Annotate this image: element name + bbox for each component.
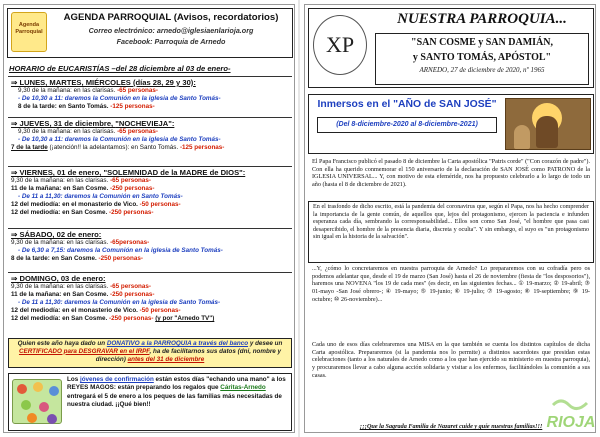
day-block-domingo	[8, 272, 292, 334]
schedule-row: 12 del mediodía: en el monasterio de Vico. -50 personas-	[11, 201, 181, 209]
day-block-jueves	[8, 117, 292, 157]
communion-row: - De 10,30 a 11: daremos la Comunión en la iglesia de Santo Tomás-	[18, 136, 221, 144]
schedule-row: 11 de la mañana: en San Cosme. -250 personas-	[11, 291, 155, 299]
day-title: ⇒ JUEVES, 31 de diciembre, "NOCHEVIEJA":	[11, 119, 175, 128]
paragraph-mass: Cada uno de esos días celebraremos una MISA en la que también se cuenta los distintos capítulos de dicha Carta apostólica. Prepararemos (si la pandemia nos lo permite) a distintos sacerdotes que presidan estas celebraciones (tanto a los naturales de Arnedo como a los que han ejercido su ministerio en nuestra parroquia), y procuraremos llevar a cabo alguna acción solidaria y visitar a los enfermos, facilitándoles la comunión a sus casas.	[312, 341, 590, 379]
schedule-row: 9,30 de la mañana: en las clarisas. -65personas-	[11, 239, 150, 246]
facebook-line[interactable]: Facebook: Parroquia de Arnedo	[116, 37, 226, 46]
logo-text: Parroquial	[15, 29, 43, 35]
schedule-row: 12 del mediodía: en San Cosme. -250 personas-	[11, 209, 154, 217]
day-title: ⇒ VIERNES, 01 de enero, "SOLEMNIDAD de la MADRE de DIOS":	[11, 168, 246, 177]
schedule-row: 8 de la tarde: en San Cosme. -250 personas-	[11, 255, 143, 263]
schedule-row: 9,30 de la mañana: en las clarisas. -65 personas-	[18, 128, 159, 135]
section-title: Inmersos en el "AÑO de SAN JOSÉ"	[317, 99, 497, 110]
day-title: ⇒ LUNES, MARTES, MIÉRCOLES (días 28, 29 y 30):	[11, 78, 196, 87]
schedule-row: 11 de la mañana: en San Cosme. -250 personas-	[11, 185, 155, 193]
logo-text: Agenda	[18, 22, 40, 28]
communion-row: - De 11 a 11,30: daremos la Comunión en la iglesia de Santo Tomás-	[18, 299, 221, 307]
bulletin-title: NUESTRA PARROQUIA...	[397, 11, 567, 27]
day-title: ⇒ SÁBADO, 02 de enero:	[11, 230, 102, 239]
day-block-lmm	[8, 76, 292, 114]
section-dates: (Del 8-diciembre-2020 al 8-diciembre-2021)	[317, 117, 497, 133]
communion-row: - De 6,30 a 7,15: daremos la Comunión en la iglesia de Santo Tomás-	[18, 247, 223, 255]
closing-line: ¡¡¡Que la Sagrada Familia de Nazaret cuide y guíe nuestras familias!!!	[359, 423, 543, 430]
schedule-row: 8 de la tarde: en Santo Tomás. -125 personas-	[18, 103, 155, 111]
schedule-row: 9,30 de la mañana: en las clarisas. -65 personas-	[11, 177, 152, 184]
bulletin-header	[308, 8, 594, 88]
youth-text: Los jóvenes de confirmación están estos días "echando una mano" a los REYES MAGOS: están preparando los regalos que Cáritas-Arnedo entregará el 5 de enero a los peques de las familias más necesitadas de nuestra ciudad. ¡¡Qué bien!!	[67, 376, 286, 408]
schedule-row: 7 de la tarde (¡atención!! la adelantamos): en Santo Tomás. -125 personas-	[11, 144, 225, 152]
right-page	[304, 4, 596, 433]
schedule-row: 12 del mediodía: en el monasterio de Vico. -50 personas-	[11, 307, 181, 315]
issue-date: ARNEDO, 27 de diciembre de 2020, nº 1965	[419, 66, 545, 74]
paragraph-pope: El Papa Francisco publicó el pasado 8 de diciembre la Carta apostólica "Patris corde" ("Con corazón de padre"). Con ella ha querido conmemorar el 150 aniversario de la declaración de SAN JOSÉ como PATRONO de la IGLESIA UNIVERSAL... Y, con motivo de esta efeméride, nos ha propuesto celebrarlo a lo largo de todo un año (hasta el 8 de diciembre de 2021).	[312, 158, 590, 189]
schedule-row: 9,30 de la mañana: en las clarisas. -65 personas-	[11, 283, 152, 290]
communion-row: - De 10,30 a 11: daremos la Comunión en la iglesia de Santo Tomás-	[18, 95, 221, 103]
day-block-viernes	[8, 166, 292, 222]
san-jose-year-box	[308, 94, 594, 154]
agenda-title: AGENDA PARROQUIAL (Avisos, recordatorios)	[63, 12, 279, 23]
youth-confirmation-box	[8, 373, 292, 431]
agenda-logo	[11, 12, 47, 52]
communion-row: - De 11 a 11,30: daremos la Comunión en Santo Tomás-	[18, 193, 183, 201]
parish-name-line: y SANTO TOMÁS, APÓSTOL"	[412, 51, 552, 63]
pandemic-quote-box: En el trasfondo de dicho escrito, está la pandemia del coronavirus que, según el Papa, nos ha hecho comprender la importancia de la gente común, de aquellos que, lejos del protagonismo, ejercen la paciencia e infunden esperanza cada día, sembrando la corresponsabilidad... Ellos son como San José, "el hombre que pasa casi desapercibido, el hombre de la presencia diaria, discreta y oculta". Y sin embargo, el suyo es "un protagonismo sin igual en la historia de la salvación".	[308, 201, 594, 263]
paragraph-novena: ...Y, ¿cómo lo concretaremos en nuestra parroquia de Arnedo? Lo prepararemos con su cofradía pero os podemos adelantar que, desde el 19 de marzo (San José) hasta el 26 de noviembre (fiesta de "los desposorios"), haremos una NOVENA "los 19 de cada mes" (es decir, en las siguientes fechas... ① 19-marzo; ② 19-abril; ③ 01-mayo -San José obrero-; ④ 19-mayo; ⑤ 19-junio; ⑥ 19-julio; ⑦ 19-agosto; ⑧ 19-septiembre; ⑨ 19-octubre; ⑩ 26-noviembre)...	[312, 265, 590, 303]
day-title: ⇒ DOMINGO, 03 de enero:	[11, 274, 106, 283]
agenda-header	[7, 8, 293, 58]
schedule-title: HORARIO de EUCARISTÍAS –del 28 diciembre al 03 de enero-	[9, 64, 231, 73]
rioja-watermark	[543, 397, 599, 435]
children-illustration	[12, 379, 62, 424]
parish-name-box	[375, 33, 589, 85]
schedule-row: 9,30 de la mañana: en las clarisas. -65 personas-	[18, 87, 159, 94]
day-block-sabado	[8, 228, 292, 266]
page-fold	[298, 0, 300, 437]
saint-joseph-image	[505, 98, 591, 150]
parish-name-line: "SAN COSME y SAN DAMIÁN,	[411, 37, 553, 48]
svg-text:RIOJA: RIOJA	[546, 414, 596, 431]
chi-rho-logo-icon: XP	[313, 15, 367, 75]
left-page	[3, 4, 295, 433]
schedule-row: 12 del mediodía: en San Cosme. -250 personas- (y por "Arnedo TV")	[11, 315, 215, 323]
donation-notice: Quien este año haya dado un DONATIVO a la PARROQUIA a través del banco y desee un CERTIFICADO para DESGRAVAR en el IRPF, ha de facilitarnos sus datos (dni, nombre y dirección) antes del 31 de diciembre	[8, 338, 292, 368]
email-line[interactable]: Correo electrónico: arnedo@iglesiaenlarioja.org	[88, 26, 254, 35]
